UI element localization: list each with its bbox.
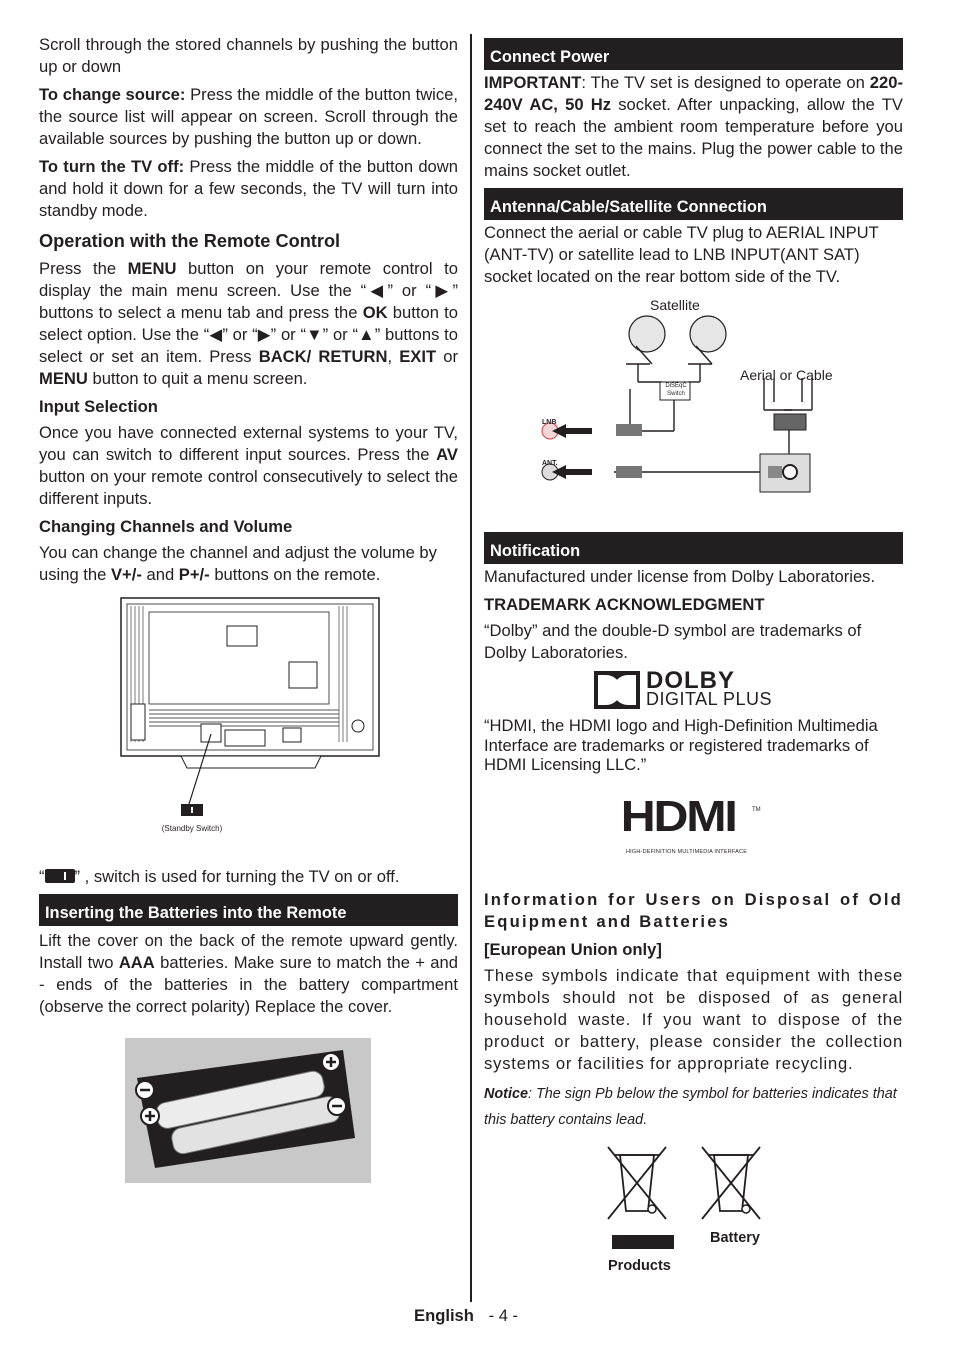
- dolby-logo-text: DOLBY: [646, 667, 735, 694]
- products-label: Products: [608, 1257, 671, 1274]
- weee-bin-drawing: [484, 1141, 903, 1281]
- batteries-drawing: [125, 1038, 371, 1183]
- battery-label: Battery: [710, 1229, 760, 1246]
- input-paragraph: Once you have connected external systems to your TV, you can switch to different input sources. Press the AV button on your remote control consecutively to select the different inputs.: [39, 423, 458, 508]
- column-divider: [470, 34, 472, 1302]
- standby-switch-caption: (Standby Switch): [161, 824, 223, 833]
- aerial-label: Aerial or Cable: [740, 367, 833, 383]
- right-column: [484, 34, 903, 1281]
- batteries-paragraph: Lift the cover on the back of the remote upward gently. Install two AAA batteries. Make sure to match the + and - ends of the batteries in the battery compartment (observe the correct polarity) Replace the cover.: [39, 931, 458, 1016]
- battery-notice: Notice: The sign Pb below the symbol for batteries indicates that this battery contains lead.: [484, 1085, 897, 1128]
- dolby-logo: [594, 668, 903, 712]
- left-column: [39, 34, 458, 1189]
- turn-off-text: To turn the TV off: Press the middle of the button down and hold it down for a few seconds, the TV will turn into standby mode.: [39, 157, 458, 220]
- connect-power-heading: Connect Power: [484, 38, 903, 70]
- tv-rear-illustration: [39, 592, 458, 862]
- hdmi-logo: [620, 791, 766, 863]
- channels-paragraph: You can change the channel and adjust the volume by using the V+/- and P+/- buttons on the remote.: [39, 543, 437, 584]
- hdmi-trademark-text: “HDMI, the HDMI logo and High-Definition Multimedia Interface are trademarks or registered trademarks of HDMI Licensing LLC.”: [484, 716, 878, 774]
- antenna-diagram: [484, 294, 903, 526]
- input-heading: Input Selection: [39, 397, 158, 416]
- dolby-license-text: Manufactured under license from Dolby Laboratories.: [484, 567, 876, 586]
- antenna-heading: Antenna/Cable/Satellite Connection: [484, 188, 903, 220]
- antenna-drawing: [484, 294, 903, 526]
- switch-icon: [45, 869, 75, 883]
- tv-rear-drawing: [39, 592, 458, 862]
- switch-text: “ ” , switch is used for turning the TV on or off.: [39, 867, 400, 886]
- lnb-label: LNB: [542, 419, 557, 426]
- change-source-text: To change source: Press the middle of the button twice, the source list will appear on screen. Scroll through the available sources by pushing the button up or down.: [39, 85, 458, 148]
- remote-heading: Operation with the Remote Control: [39, 231, 341, 251]
- hdmi-subtitle: HIGH-DEFINITION MULTIMEDIA INTERFACE: [626, 848, 748, 855]
- weee-symbols: [484, 1141, 903, 1281]
- batteries-heading: Inserting the Batteries into the Remote: [39, 894, 458, 926]
- page-footer: [414, 1306, 518, 1326]
- disposal-heading: Information for Users on Disposal of Old Equipment and Batteries: [484, 889, 903, 931]
- notification-heading: Notification: [484, 532, 903, 564]
- disposal-paragraph: These symbols indicate that equipment with these symbols should not be disposed of as general household waste. If you want to dispose of the product or battery, please consider the collection systems or facilities for appropriate recycling.: [484, 965, 903, 1073]
- channels-heading: Changing Channels and Volume: [39, 517, 293, 536]
- remote-paragraph: Press the MENU button on your remote control to display the main menu screen. Use the “◀” or “▶” buttons to select a menu tab and press the OK button to select option. Use the “◀” or “▶” or “▼” or “▲” buttons to select or set an item. Press BACK/ RETURN, EXIT or MENU button to quit a menu screen.: [39, 259, 458, 388]
- scroll-text: Scroll through the stored channels by pushing the button up or down: [39, 35, 458, 76]
- hdmi-tm: TM: [752, 806, 761, 813]
- footer-page-number: - 4 -: [488, 1306, 519, 1325]
- diseqc-label: DiSEqC Switch: [665, 383, 687, 397]
- batteries-illustration: [125, 1038, 458, 1189]
- antenna-paragraph: Connect the aerial or cable TV plug to AERIAL INPUT (ANT-TV) or satellite lead to LNB INPUT(ANT SAT) socket located on the rear bottom side of the TV.: [484, 223, 879, 286]
- ant-label: ANT.: [542, 460, 558, 467]
- power-paragraph: IMPORTANT: The TV set is designed to operate on 220-240V AC, 50 Hz socket. After unpacking, allow the TV set to reach the ambient room temperature before you connect the set to the mains. Plug the power cable to the mains socket outlet.: [484, 73, 903, 180]
- trademark-heading: TRADEMARK ACKNOWLEDGMENT: [484, 595, 765, 614]
- dolby-trademark-text: “Dolby” and the double-D symbol are trademarks of Dolby Laboratories.: [484, 621, 862, 662]
- eu-heading: [European Union only]: [484, 939, 662, 959]
- hdmi-logo-text: HDMI: [620, 791, 736, 841]
- dolby-digital-plus-text: DIGITAL PLUS: [646, 689, 773, 709]
- satellite-label: Satellite: [650, 297, 700, 313]
- dolby-double-d-icon: [594, 671, 640, 709]
- footer-language: English: [414, 1306, 474, 1325]
